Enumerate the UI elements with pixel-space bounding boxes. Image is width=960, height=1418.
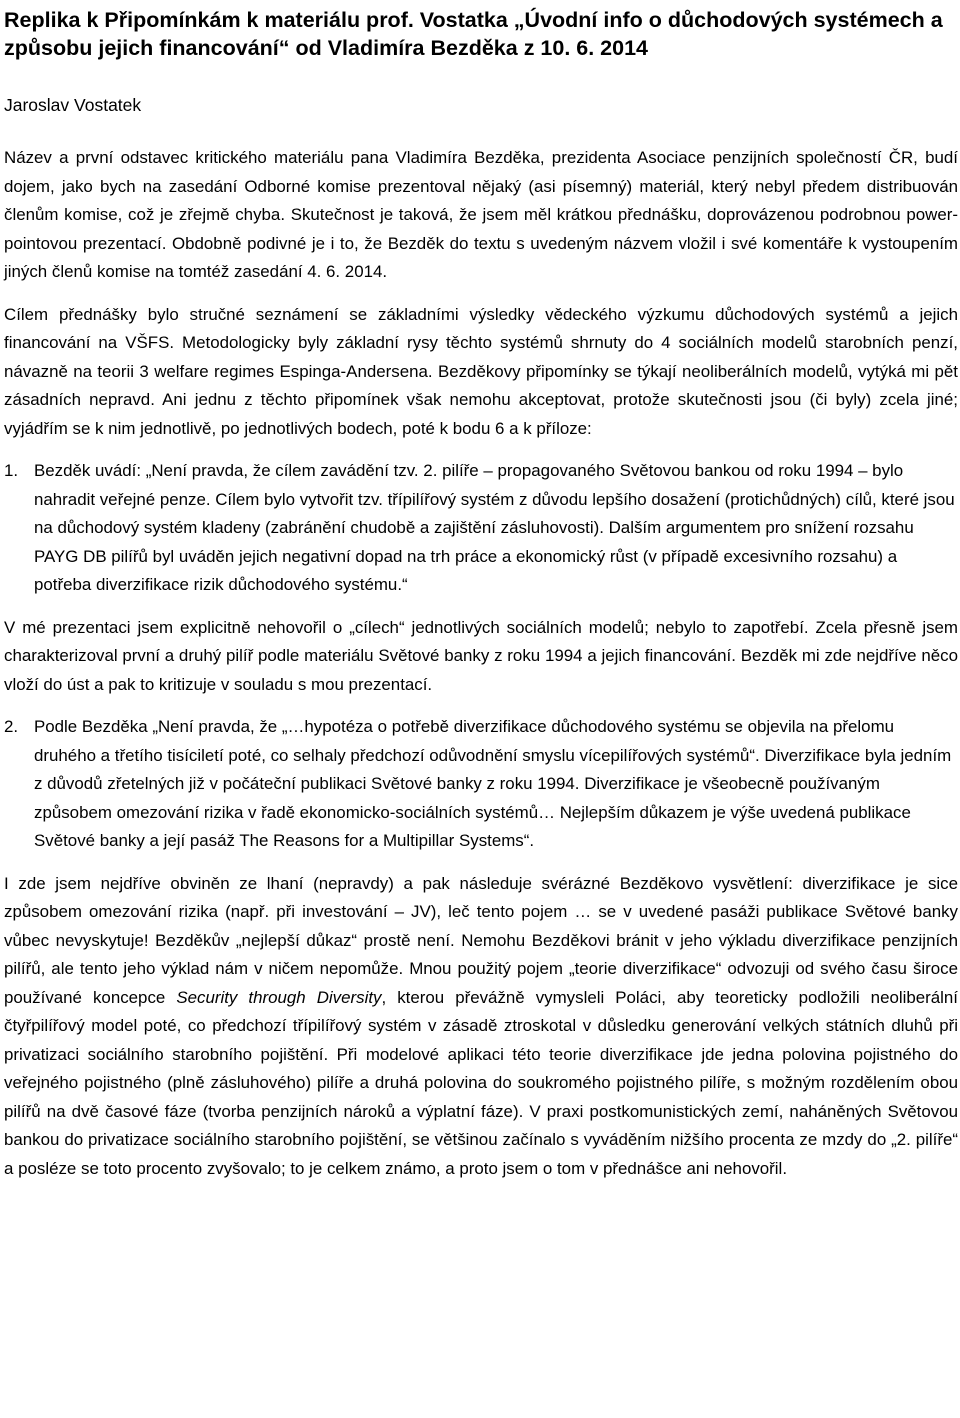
document-title: Replika k Připomínkám k materiálu prof. Vostatka „Úvodní info o důchodových systémech a způsobu jejich financování“ od Vladimíra Bezděka z 10. 6. 2014: [4, 8, 943, 60]
list-item-text: Bezděk uvádí: „Není pravda, že cílem zavádění tzv. 2. pilíře – propagovaného Světovou bankou od roku 1994 – bylo nahradit veřejné penze. Cílem bylo vytvořit tzv. třípilířový systém z důvodu lepšího dosažení (protichůdných) cílů, které jsou na důchodový systém kladeny (zabránění chudobě a zajištění zásluhovosti). Dalším argumentem pro snížení rozsahu PAYG DB pilířů byl uváděn jejich negativní dopad na trh práce a ekonomický růst (v případě excesivního rozsahu) a potřeba diverzifikace rizik důchodového systému.“: [34, 461, 955, 594]
list-item-number: 2.: [4, 717, 19, 736]
paragraph-lecture-aim: Cílem přednášky bylo stručné seznámení se základními výsledky vědeckého výzkumu důchodových systémů a jejich financování na VŠFS. Metodologicky byly základní rysy těchto systémů shrnuty do 4 sociálních modelů starobních penzí, návazně na teorii 3 welfare regimes Espinga-Andersena. Bezděkovy připomínky se týkají neoliberálních modelů, vytýká mi pět zásadních nepravd. Ani jednu z těchto připomínek však nemohu akceptovat, protože skutečnosti jsou (či byly) zcela jiné; vyjádřím se k nim jednotlivě, po jednotlivých bodech, poté k bodu 6 a k příloze:: [4, 304, 958, 438]
paragraph-text-part: I zde jsem nejdříve obviněn ze lhaní (nepravdy) a pak následuje svérázné Bezděkovo vysvětlení: diverzifikace je sice způsobem omezování rizika (např. při investování – JV), leč tento pojem … se v uvedené pasáži publikace Světové banky vůbec nevyskytuje! Bezděkův „nejlepší důkaz“ prostě není. Nemohu Bezděkovi bránit v jeho výkladu diverzifikace penzijních pilířů, ale tento jeho výklad nám v ničem nepomůže. Mnou použitý pojem „teorie diverzifikace“ odvozuji od svého času široce používané koncepce: [4, 873, 958, 1007]
list-item-2: [4, 713, 958, 856]
paragraph-text-part: , kterou převážně vymysleli Poláci, aby teoreticky podložili neoliberální čtyřpilířový model poté, co předchozí třípilířový systém v zásadě ztroskotal v důsledku generování velkých státních dluhů při privatizaci sociálního starobního pojištění. Při modelové aplikaci této teorie diverzifikace jde jedna polovina pojistného do veřejného pojistného (plně zásluhového) pilíře a druhá polovina do soukromého pojistného pilíře, s možným rozdělením obou pilířů na dvě časové fáze (tvorba penzijních nároků a výplatní fáze). V praxi postkomunistických zemí, naháněných Světovou bankou do privatizace sociálního starobního pojištění, se většinou začínalo s vyváděním nižšího procenta ze mzdy do „2. pilíře“ a posléze se toto procento zvyšovalo; to je celkem známo, a proto jsem o tom v přednášce ani nehovořil.: [4, 987, 959, 1178]
paragraph-response-2: [4, 870, 958, 1184]
document-author: Jaroslav Vostatek: [4, 95, 142, 115]
document-page: [4, 6, 958, 1197]
list-item-number: 1.: [4, 461, 19, 480]
list-item-text: Podle Bezděka „Není pravda, že „…hypotéza o potřebě diverzifikace důchodového systému se objevila na přelomu druhého a třetího tisíciletí poté, co selhaly předchozí odůvodnění smyslu vícepilířových systémů“. Diverzifikace byla jedním z důvodů zřetelných již v počáteční publikaci Světové banky z roku 1994. Diverzifikace je všeobecně používaným způsobem omezování rizika v řadě ekonomicko-sociálních systémů… Nejlepším důkazem je výše uvedená publikace Světové banky a její pasáž The Reasons for a Multipillar Systems“.: [34, 717, 952, 850]
paragraph-response-1: V mé prezentaci jsem explicitně nehovořil o „cílech“ jednotlivých sociálních modelů; nebylo to zapotřebí. Zcela přesně jsem charakterizoval první a druhý pilíř podle materiálu Světové banky z roku 1994 a jejich financování. Bezděk mi zde nejdříve něco vloží do úst a pak to kritizuje v souladu s mou prezentací.: [4, 617, 958, 694]
paragraph-intro: Název a první odstavec kritického materiálu pana Vladimíra Bezděka, prezidenta Asociace penzijních společností ČR, budí dojem, jako bych na zasedání Odborné komise prezentoval nějaký (asi písemný) materiál, který nebyl předem distribuován členům komise, což je zřejmě chyba. Skutečnost je taková, že jsem měl krátkou přednášku, doprovázenou podrobnou power-pointovou prezentací. Obdobně podivné je i to, že Bezděk do textu s uvedeným názvem vložil i své komentáře k vystoupením jiných členů komise na tomtéž zasedání 4. 6. 2014.: [4, 148, 958, 281]
list-item-1: [4, 457, 958, 600]
paragraph-italic-term: Security through Diversity: [176, 987, 382, 1007]
